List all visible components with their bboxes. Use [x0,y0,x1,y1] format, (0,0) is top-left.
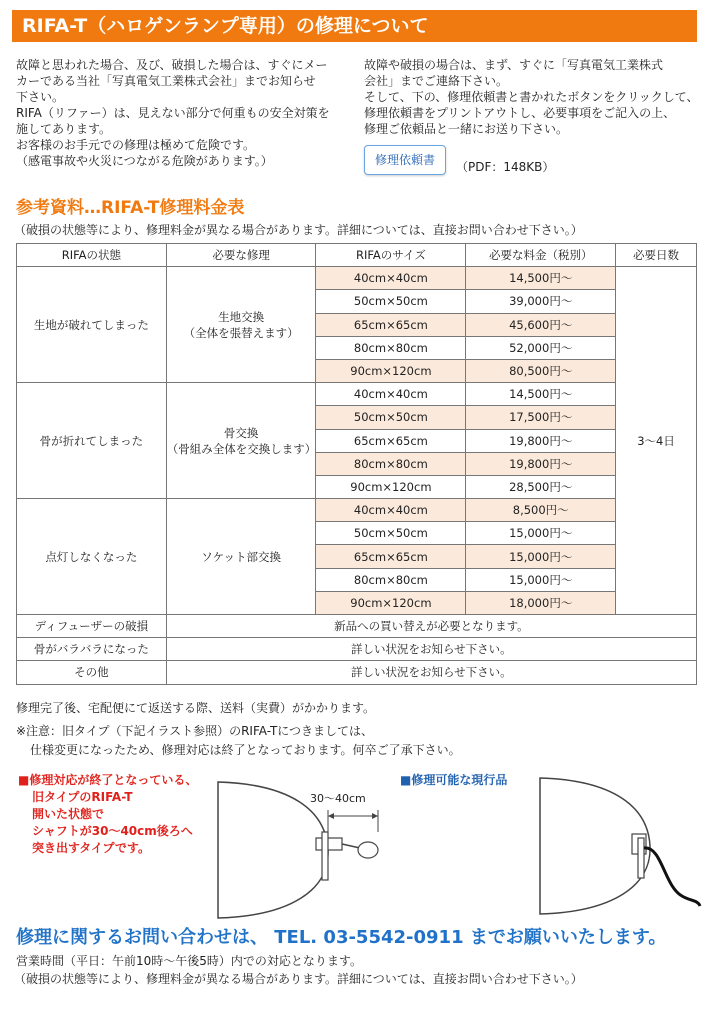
state-cell: 骨が折れてしまった [17,383,167,499]
current-product-label: ■修理可能な現行品 [400,773,508,787]
intro-left-line: 下さい。 [16,90,65,104]
size-cell: 50cm×50cm [316,406,466,429]
header-state: RIFAの状態 [17,244,167,267]
repair-line: （全体を張替えます） [183,325,299,340]
price-cell: 8,500円〜 [466,499,616,522]
state-cell: 生地が破れてしまった [17,267,167,383]
table-row [17,638,697,661]
intro-left-line: お客様のお手元での修理は極めて危険です。 [16,138,256,152]
size-cell: 80cm×80cm [316,452,466,475]
state-cell: その他 [17,661,167,684]
section-note: （破損の状態等により、修理料金が異なる場合があります。詳細については、直接お問い合わせ下さい。） [14,223,583,237]
price-cell: 39,000円〜 [466,290,616,313]
intro-right-line: 会社」までご連絡下さい。 [364,74,509,88]
size-cell: 65cm×65cm [316,313,466,336]
size-cell: 50cm×50cm [316,290,466,313]
repair-form-area [364,145,704,175]
table-header-row [17,244,697,267]
intro-right-line: 故障や破損の場合は、まず、すぐに「写真電気工業株式 [364,58,664,72]
old-type-label-line: シャフトが30〜40cm後ろへ [32,824,193,838]
header-price: 必要な料金（税別） [466,244,616,267]
intro-right-line: 修理ご依頼品と一緒にお送り下さい。 [364,122,569,136]
pdf-size-label: （PDF：148KB） [456,160,555,174]
size-cell: 65cm×65cm [316,429,466,452]
days-cell: 3〜4日 [616,267,697,615]
intro-left-line: （感電事故や火災につながる危険があります。） [16,154,273,168]
size-cell: 80cm×80cm [316,568,466,591]
intro-left-line: 故障と思われた場合、及び、破損した場合は、すぐにメー [16,58,328,72]
price-cell: 80,500円〜 [466,359,616,382]
dimension-label: 30〜40cm [310,792,366,805]
state-cell: ディフューザーの破損 [17,615,167,638]
shipping-note: 修理完了後、宅配便にて返送する際、送料（実費）がかかります。 [16,701,376,715]
current-product-illustration [532,776,702,916]
note-cell: 詳しい状況をお知らせ下さい。 [166,638,696,661]
intro-left-line: 施してあります。 [16,122,112,136]
price-cell: 14,500円〜 [466,267,616,290]
price-cell: 45,600円〜 [466,313,616,336]
contact-note: （破損の状態等により、修理料金が異なる場合があります。詳細については、直接お問い合わせ下さい。） [14,972,583,986]
repair-line: 骨交換 [223,425,259,440]
repair-form-button[interactable]: 修理依頼書 [364,145,446,175]
page-title: RIFA-T（ハロゲンランプ専用）の修理について [12,10,697,42]
old-type-label [18,772,197,857]
price-cell: 52,000円〜 [466,336,616,359]
price-cell: 28,500円〜 [466,475,616,498]
table-row [17,383,697,406]
old-type-notice-line: 仕様変更になったため、修理対応は終了となっております。何卒ご了承下さい。 [30,743,461,757]
price-cell: 18,000円〜 [466,591,616,614]
size-cell: 40cm×40cm [316,267,466,290]
table-row [17,661,697,684]
repair-cell [166,499,316,615]
price-table [16,243,697,685]
intro-right-line: 修理依頼書をプリントアウトし、必要事項をご記入の上、 [364,106,676,120]
old-type-notice-line: ※注意：旧タイプ（下記イラスト参照）のRIFA-Tにつきましては、 [16,724,374,738]
size-cell: 40cm×40cm [316,499,466,522]
price-cell: 19,800円〜 [466,429,616,452]
intro-left [16,57,356,169]
repair-cell [166,383,316,499]
price-cell: 15,000円〜 [466,545,616,568]
price-cell: 19,800円〜 [466,452,616,475]
price-cell: 15,000円〜 [466,522,616,545]
section-title: 参考資料…RIFA-T修理料金表 [16,198,245,218]
intro-right-line: そして、下の、修理依頼書と書かれたボタンをクリックして、 [364,90,699,104]
size-cell: 90cm×120cm [316,359,466,382]
state-cell: 点灯しなくなった [17,499,167,615]
intro-left-line: RIFA（リファー）は、見えない部分で何重もの安全対策を [16,106,330,120]
header-repair: 必要な修理 [166,244,316,267]
note-cell: 詳しい状況をお知らせ下さい。 [166,661,696,684]
header-days: 必要日数 [616,244,697,267]
price-cell: 15,000円〜 [466,568,616,591]
repair-line: （骨組み全体を交換します） [166,441,317,456]
old-type-label-line: 突き出すタイプです。 [32,841,150,855]
repair-line: ソケット部交換 [201,549,281,564]
repair-cell [166,267,316,383]
size-cell: 50cm×50cm [316,522,466,545]
size-cell: 80cm×80cm [316,336,466,359]
table-row [17,499,697,522]
old-type-label-line: 開いた状態で [32,807,105,821]
table-row [17,615,697,638]
old-type-illustration [210,780,390,920]
intro-right [364,57,704,175]
old-type-notice [16,722,461,760]
size-cell: 40cm×40cm [316,383,466,406]
size-cell: 65cm×65cm [316,545,466,568]
contact-title: 修理に関するお問い合わせは、 TEL. 03-5542-0911 までお願いいたします。 [16,927,667,948]
size-cell: 90cm×120cm [316,475,466,498]
intro-left-line: カーである当社「写真電気工業株式会社」までお知らせ [16,74,316,88]
note-cell: 新品への買い替えが必要となります。 [166,615,696,638]
table-row [17,267,697,290]
header-size: RIFAのサイズ [316,244,466,267]
old-type-label-line: 旧タイプのRIFA-T [32,790,133,804]
price-cell: 14,500円〜 [466,383,616,406]
business-hours: 営業時間（平日：午前10時〜午後5時）内での対応となります。 [16,954,362,968]
old-type-label-line: ■修理対応が終了となっている、 [18,773,198,787]
repair-line: 生地交換 [218,309,265,324]
price-cell: 17,500円〜 [466,406,616,429]
size-cell: 90cm×120cm [316,591,466,614]
state-cell: 骨がバラバラになった [17,638,167,661]
